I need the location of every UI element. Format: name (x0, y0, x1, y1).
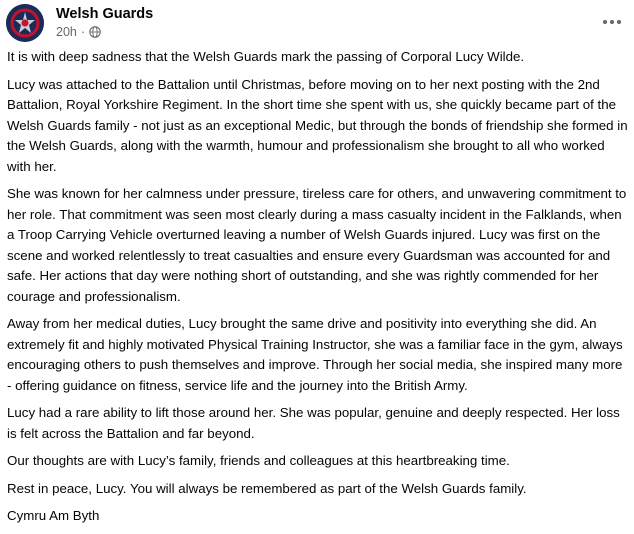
post-paragraph: Lucy had a rare ability to lift those around her. She was popular, genuine and deeply respected. Her loss is felt across the Battalion and far beyond. (7, 405, 620, 441)
globe-icon (89, 26, 101, 38)
post-header (6, 4, 628, 42)
post-paragraph: Cymru Am Byth (7, 508, 100, 523)
more-options-button[interactable] (600, 12, 624, 32)
post-paragraph: She was known for her calmness under pressure, tireless care for others, and unwavering commitment to her role. That commitment was seen most clearly during a mass casualty incident in the Falklands, when a Troop Carrying Vehicle overturned leaving a number of Welsh Guards injured. Lucy was first on the scene and worked relentlessly to treat casualties and ensure every Guardsman was accounted for and safe. Her actions that day were nothing short of outstanding, and she was rightly commended for her courage and professionalism. (7, 186, 627, 304)
post-timestamp[interactable]: 20h (56, 25, 77, 39)
more-horizontal-icon (602, 19, 622, 25)
post-meta (56, 25, 101, 39)
page-name-link[interactable]: Welsh Guards (56, 6, 154, 22)
meta-separator: · (80, 25, 86, 39)
post-paragraph: It is with deep sadness that the Welsh Guards mark the passing of Corporal Lucy Wilde. (7, 49, 525, 64)
post-paragraph: Away from her medical duties, Lucy brought the same drive and positivity into everything she did. An extremely fit and highly motivated Physical Training Instructor, she was a familiar face in the gym, always encouraging others to push themselves and improve. Through her social media, she inspired many more - offering guidance on fitness, service life and the journey into the British Army. (7, 316, 623, 393)
post-body (7, 47, 629, 534)
regimental-badge-icon (6, 4, 44, 42)
post-paragraph: Rest in peace, Lucy. You will always be remembered as part of the Welsh Guards family. (7, 480, 527, 496)
page-avatar[interactable] (6, 4, 44, 42)
post-paragraph: Lucy was attached to the Battalion until Christmas, before moving on to her next posting with the 2nd Battalion, Royal Yorkshire Regiment. In the short time she spent with us, she quickly became part of the Welsh Guards family - not just as an exceptional Medic, but through the bonds of friendship she formed in the Welsh Guards, along with the warmth, humour and professionalism she brought to all who worked with her. (7, 76, 628, 174)
post-paragraph: Our thoughts are with Lucy’s family, friends and colleagues at this heartbreaking time. (7, 453, 510, 468)
